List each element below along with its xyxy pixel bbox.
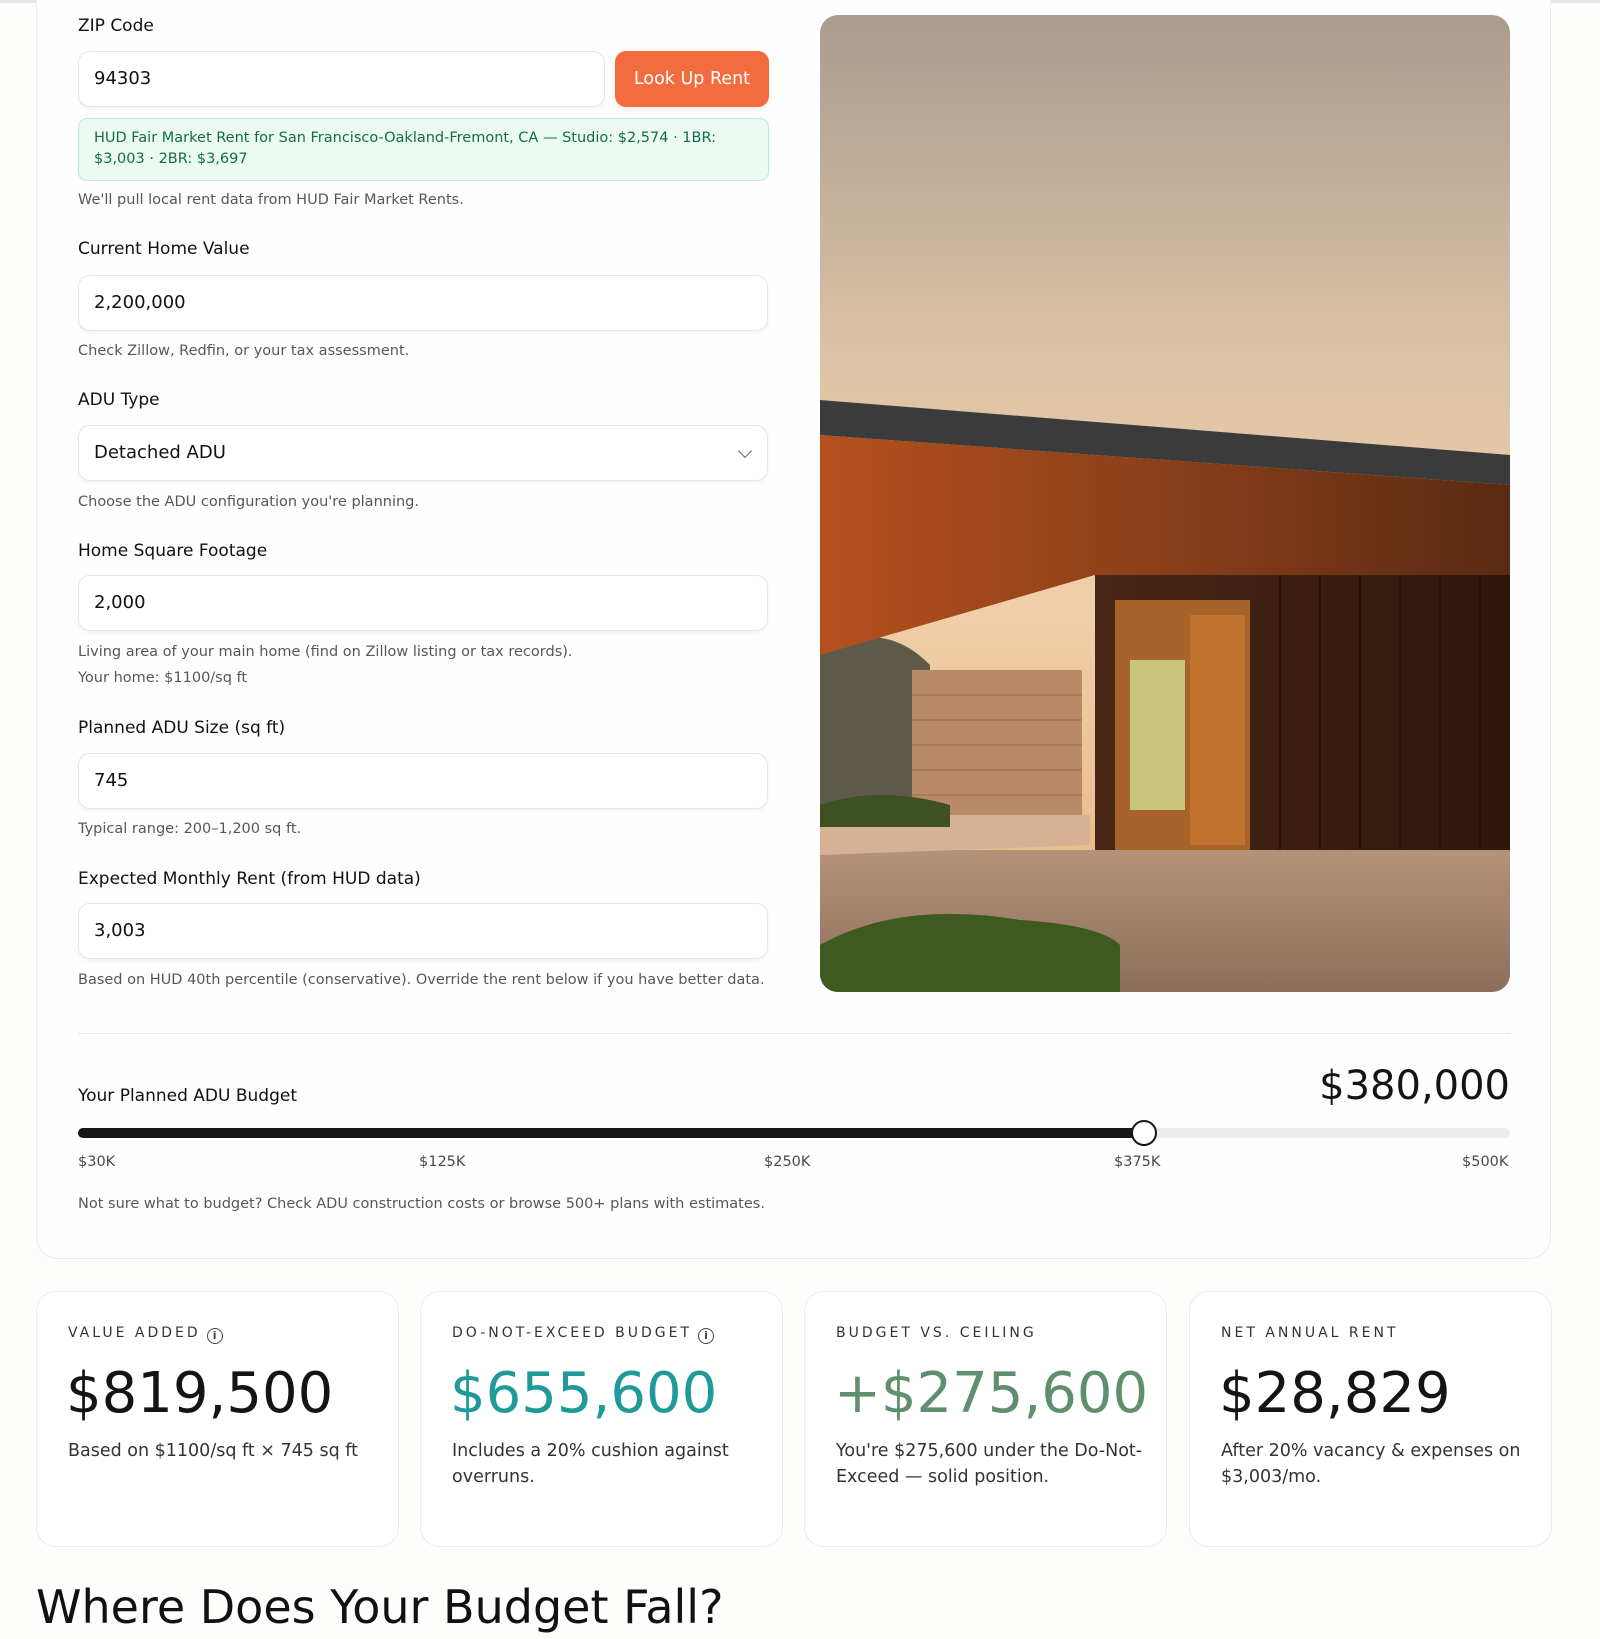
monthly-rent-helper: Based on HUD 40th percentile (conservative). Override the rent below if you have better data.: [78, 972, 765, 988]
budget-note: Not sure what to budget? Check ADU construction costs or browse 500+ plans with estimates.: [78, 1196, 765, 1212]
section-heading: Where Does Your Budget Fall?: [36, 1580, 724, 1634]
stat-value: $819,500: [66, 1361, 334, 1426]
monthly-rent-label: Expected Monthly Rent (from HUD data): [78, 869, 421, 889]
slider-tick-label: $30K: [78, 1154, 116, 1170]
stat-description: After 20% vacancy & expenses on $3,003/mo.: [1221, 1441, 1521, 1487]
adu-size-label: Planned ADU Size (sq ft): [78, 718, 286, 738]
info-circle-icon[interactable]: i: [698, 1328, 714, 1344]
stat-caption: [836, 1325, 1037, 1341]
slider-tick-label: $250K: [764, 1154, 811, 1170]
zip-label: ZIP Code: [78, 16, 154, 36]
stat-value: $28,829: [1219, 1361, 1451, 1426]
stat-description: You're $275,600 under the Do-Not-Exceed — solid position.: [836, 1441, 1143, 1487]
stat-caption-text: DO-NOT-EXCEED BUDGET: [452, 1325, 693, 1341]
chevron-down-icon: [738, 444, 752, 458]
home-sqft-label: Home Square Footage: [78, 541, 268, 561]
adu-type-helper: Choose the ADU configuration you're planning.: [78, 494, 419, 510]
look-up-rent-button[interactable]: Look Up Rent: [615, 51, 769, 107]
home-price-per-sqft: Your home: $1100/sq ft: [78, 670, 248, 686]
adu-type-label: ADU Type: [78, 390, 160, 410]
slider-tick-label: $125K: [419, 1154, 466, 1170]
adu-type-select[interactable]: [78, 425, 768, 481]
budget-vs-ceiling-card: [804, 1291, 1167, 1547]
stat-value: $655,600: [450, 1361, 718, 1426]
slider-tick-label: $375K: [1114, 1154, 1161, 1170]
adu-size-input[interactable]: 745: [78, 753, 768, 809]
adu-house-photo: [820, 15, 1510, 992]
hud-rent-notice: HUD Fair Market Rent for San Francisco-Oakland-Fremont, CA — Studio: $2,574 · 1BR: $3,003 · 2BR: $3,697: [78, 118, 769, 181]
stat-description: Based on $1100/sq ft × 745 sq ft: [68, 1441, 358, 1461]
stat-caption-text: VALUE ADDED: [68, 1325, 201, 1341]
value-added-card: [36, 1291, 399, 1547]
slider-tick-label: $500K: [1462, 1154, 1509, 1170]
budget-slider-track[interactable]: [78, 1128, 1510, 1138]
adu-size-helper: Typical range: 200–1,200 sq ft.: [78, 821, 302, 837]
home-value-input[interactable]: 2,200,000: [78, 275, 768, 331]
stat-caption: [68, 1325, 223, 1344]
home-sqft-input[interactable]: 2,000: [78, 575, 768, 631]
net-annual-rent-card: [1189, 1291, 1552, 1547]
do-not-exceed-card: [420, 1291, 783, 1547]
home-value-helper: Check Zillow, Redfin, or your tax assessment.: [78, 343, 410, 359]
info-circle-icon[interactable]: i: [207, 1328, 223, 1344]
home-sqft-helper: Living area of your main home (find on Zillow listing or tax records).: [78, 644, 573, 660]
budget-value: $380,000: [1319, 1063, 1510, 1109]
home-value-label: Current Home Value: [78, 239, 250, 259]
budget-slider-fill: [78, 1128, 1144, 1138]
adu-type-value: Detached ADU: [94, 442, 226, 463]
zip-input[interactable]: 94303: [78, 51, 605, 107]
stat-caption-text: BUDGET VS. CEILING: [836, 1325, 1037, 1341]
budget-label: Your Planned ADU Budget: [78, 1086, 297, 1106]
zip-helper: We'll pull local rent data from HUD Fair Market Rents.: [78, 192, 464, 208]
monthly-rent-input[interactable]: 3,003: [78, 903, 768, 959]
stat-caption: [1221, 1325, 1399, 1341]
stat-caption-text: NET ANNUAL RENT: [1221, 1325, 1399, 1341]
section-divider: [78, 1033, 1510, 1034]
stat-value: +$275,600: [834, 1361, 1149, 1426]
stat-description: Includes a 20% cushion against overruns.: [452, 1441, 729, 1487]
stat-caption: [452, 1325, 714, 1344]
